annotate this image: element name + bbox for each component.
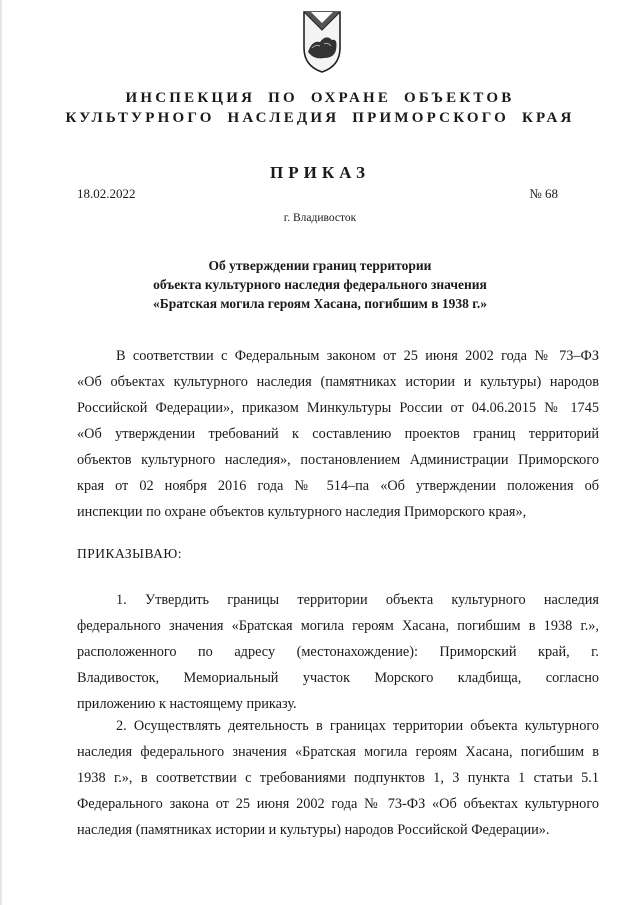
preamble-line: края от 02 ноября 2016 года № 514–па «Об утверждении положения об (77, 478, 599, 494)
item-1-line: расположенного по адресу (местонахождение): Приморский край, г. (77, 644, 599, 660)
item-1-line: приложению к настоящему приказу. (77, 696, 297, 712)
organization-name-line-1: ИНСПЕКЦИЯ ПО ОХРАНЕ ОБЪЕКТОВ (125, 90, 515, 106)
item-1-line: федерального значения «Братская могила героям Хасана, погибшим в 1938 г.», (77, 618, 599, 634)
order-directive: ПРИКАЗЫВАЮ: (77, 546, 182, 561)
preamble-line: инспекции по охране объектов культурного наследия Приморского края», (77, 504, 527, 520)
preamble-line: В соответствии с Федеральным законом от 25 июня 2002 года № 73–ФЗ (116, 348, 599, 364)
subject-line: «Братская могила героям Хасана, погибшим в 1938 г.» (153, 296, 487, 311)
document-title: ПРИКАЗ (270, 163, 370, 182)
preamble-line: «Об объектах культурного наследия (памятниках истории и культуры) народов (77, 374, 599, 390)
preamble-line: «Об утверждении требований к составлению проектов границ территорий (77, 426, 599, 442)
document-number: № 68 (529, 186, 558, 201)
document-subject (0, 256, 640, 313)
item-2-line: Федерального закона от 25 июня 2002 года № 73-ФЗ «Об объектах культурного (77, 796, 599, 812)
item-2-line: 2. Осуществлять деятельность в границах территории объекта культурного (116, 718, 599, 734)
item-2-line: наследия федерального значения «Братская могила героям Хасана, погибшим в (77, 744, 599, 760)
document-date: 18.02.2022 (77, 186, 136, 201)
document-city: г. Владивосток (283, 212, 357, 224)
subject-line: Об утверждении границ территории (208, 258, 432, 273)
organization-name-line-2: КУЛЬТУРНОГО НАСЛЕДИЯ ПРИМОРСКОГО КРАЯ (65, 110, 575, 126)
coat-of-arms-icon (298, 8, 346, 74)
preamble-line: объектов культурного наследия», постановлением Администрации Приморского (77, 452, 599, 468)
subject-line: объекта культурного наследия федерального значения (153, 277, 487, 292)
item-2-line: наследия (памятниках истории и культуры) народов Российской Федерации». (77, 822, 550, 838)
item-1-line: Владивосток, Мемориальный участок Морского кладбища, согласно (77, 670, 599, 686)
scan-edge (0, 0, 2, 905)
preamble-line: Российской Федерации», приказом Минкультуры России от 04.06.2015 № 1745 (77, 400, 599, 416)
item-1-line: 1. Утвердить границы территории объекта культурного наследия (116, 592, 599, 608)
item-2-line: 1938 г.», в соответствии с требованиями подпунктов 1, 3 пункта 1 статьи 5.1 (77, 770, 599, 786)
